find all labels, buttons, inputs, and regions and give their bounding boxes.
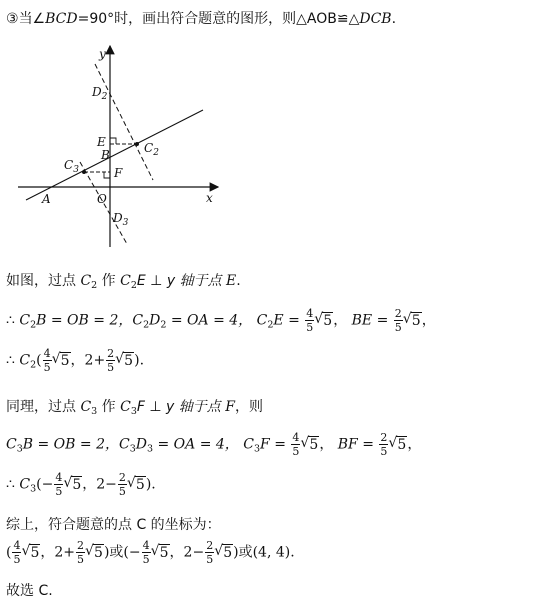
text: = OA = 4，	[166, 312, 253, 329]
label-x: x	[206, 191, 213, 205]
sub: 3	[253, 443, 261, 455]
header-triangle: DCB	[359, 11, 392, 27]
header-text-1: 当∠	[18, 11, 46, 27]
paren: )	[233, 544, 239, 561]
fraction: $\frac{4}{5}$	[292, 431, 300, 458]
var-c: C	[19, 352, 31, 369]
sep: ，	[82, 476, 97, 493]
solution-line-8	[6, 540, 295, 565]
solution-line-5	[6, 432, 421, 457]
var-f: F	[225, 399, 235, 415]
label-c2: $C_2$	[144, 141, 159, 158]
text: E ⊥ y 轴于点	[136, 273, 227, 289]
sub: 3	[147, 443, 154, 455]
sqrt: √ 5	[86, 545, 104, 561]
var-c: C	[19, 476, 31, 493]
text: 作	[97, 273, 121, 289]
dot: .	[139, 352, 145, 369]
sub: 2	[30, 319, 37, 331]
fraction: $\frac{2}{5}$	[380, 431, 388, 458]
paren: )	[103, 544, 110, 561]
minus: −	[41, 476, 54, 493]
label-o: O	[97, 192, 107, 206]
comma: ，	[421, 312, 436, 329]
sep: ，	[70, 352, 85, 369]
text: 作	[97, 399, 121, 415]
text: 如图，过点	[6, 273, 81, 289]
sub: 3	[91, 406, 98, 417]
paren: (	[6, 544, 12, 561]
solution-line-1	[6, 270, 241, 291]
sqrt: √ 5	[315, 313, 333, 329]
header-angle: BCD	[45, 11, 78, 27]
sub: 2	[143, 319, 150, 331]
label-e: E	[97, 135, 106, 149]
label-c3: $C_3$	[64, 158, 79, 175]
text: 2+	[84, 352, 106, 369]
text: 2+	[54, 544, 76, 561]
text: F ⊥ y 轴于点	[136, 399, 226, 415]
var-c: C	[19, 312, 31, 329]
sub: 3	[130, 406, 137, 417]
fraction: $\frac{4}{5}$	[13, 539, 21, 566]
right-angle-f	[104, 172, 110, 178]
var-c: C	[80, 399, 92, 415]
text: F =	[260, 436, 286, 453]
fraction: $\frac{2}{5}$	[206, 539, 214, 566]
sqrt: √ 5	[389, 437, 407, 453]
fraction: $\frac{4}{5}$	[55, 471, 63, 498]
var-c: C	[243, 436, 254, 453]
sqrt: √ 5	[116, 353, 134, 369]
sqrt: √ 5	[53, 353, 71, 369]
text: 同理，过点	[6, 399, 81, 415]
label-y: y	[99, 47, 106, 61]
var-d: D	[149, 312, 161, 329]
dot: .	[151, 476, 156, 493]
sep: ，	[40, 544, 55, 561]
point-44: (4, 4)	[252, 544, 291, 561]
var-c: C	[80, 273, 92, 289]
or: 或	[238, 544, 253, 561]
point-c3	[82, 170, 86, 174]
paren: )	[145, 476, 152, 493]
therefore: ∴	[6, 352, 15, 369]
sqrt: √ 5	[301, 437, 319, 453]
sqrt: √ 5	[128, 477, 146, 493]
minus: −	[128, 544, 141, 561]
geometry-figure	[0, 0, 260, 260]
sub: 2	[130, 280, 137, 291]
solution-line-4	[6, 396, 263, 417]
sub: 2	[160, 319, 167, 331]
fraction: $\frac{4}{5}$	[43, 347, 51, 374]
var-c: C	[256, 312, 268, 329]
text: BF =	[337, 436, 374, 453]
sep: ，	[169, 544, 184, 561]
fraction: $\frac{4}{5}$	[306, 307, 314, 334]
header-period: .	[391, 11, 397, 27]
paren: (	[36, 476, 42, 493]
text: ，则	[234, 399, 263, 415]
circle-number: ③	[6, 11, 19, 27]
var-c: C	[120, 399, 131, 415]
sub: 3	[16, 443, 23, 455]
dot: .	[236, 273, 241, 289]
sub: 2	[267, 319, 274, 331]
solution-line-3	[6, 348, 144, 373]
label-d2: $D_2$	[92, 85, 108, 102]
dashed-c2-line	[95, 64, 153, 180]
right-angle-e	[110, 138, 116, 144]
fraction: $\frac{4}{5}$	[142, 539, 150, 566]
therefore: ∴	[6, 476, 15, 493]
text: B = OB = 2，	[22, 436, 119, 453]
header-text-2: =90°时，画出符合题意的图形，则△AOB≌△	[77, 11, 360, 27]
fraction: $\frac{2}{5}$	[118, 471, 126, 498]
paren: )	[134, 352, 140, 369]
therefore: ∴	[6, 312, 15, 329]
text: 2−	[96, 476, 117, 493]
sqrt: √ 5	[404, 313, 422, 329]
sqrt: √ 5	[215, 545, 233, 561]
var-e: E	[226, 273, 237, 289]
var-d: D	[135, 436, 147, 453]
var-c: C	[119, 436, 130, 453]
solution-line-2	[6, 308, 436, 333]
label-f: F	[114, 166, 123, 180]
or: 或	[109, 544, 124, 561]
comma: ，	[319, 436, 334, 453]
text: 2−	[183, 544, 205, 561]
solution-line-7: 综上，符合题意的点 C 的坐标为：	[6, 517, 221, 533]
comma: ，	[333, 312, 348, 329]
label-a: A	[42, 192, 51, 206]
fraction: $\frac{2}{5}$	[77, 539, 85, 566]
var-c: C	[6, 436, 17, 453]
dot: .	[290, 544, 295, 561]
sub: 3	[30, 483, 37, 495]
label-b: B	[101, 148, 110, 162]
sqrt: √ 5	[152, 545, 170, 561]
var-c: C	[120, 273, 131, 289]
text: E =	[273, 312, 300, 329]
paren: (	[36, 352, 42, 369]
var-c: C	[132, 312, 144, 329]
fraction: $\frac{2}{5}$	[107, 347, 115, 374]
sub: 2	[91, 280, 98, 291]
text: B = OB = 2，	[36, 312, 133, 329]
text: = OA = 4，	[153, 436, 239, 453]
label-d3: $D_3$	[113, 211, 129, 228]
paren: (	[123, 544, 129, 561]
point-c2	[135, 142, 139, 146]
text: BE =	[351, 312, 389, 329]
fraction: $\frac{2}{5}$	[394, 307, 402, 334]
solution-line-6	[6, 472, 156, 497]
comma: ，	[407, 436, 422, 453]
sqrt: √ 5	[22, 545, 40, 561]
sub: 3	[129, 443, 136, 455]
solution-line-9: 故选 C.	[6, 583, 53, 599]
sqrt: √ 5	[64, 477, 82, 493]
sub: 2	[30, 359, 37, 371]
